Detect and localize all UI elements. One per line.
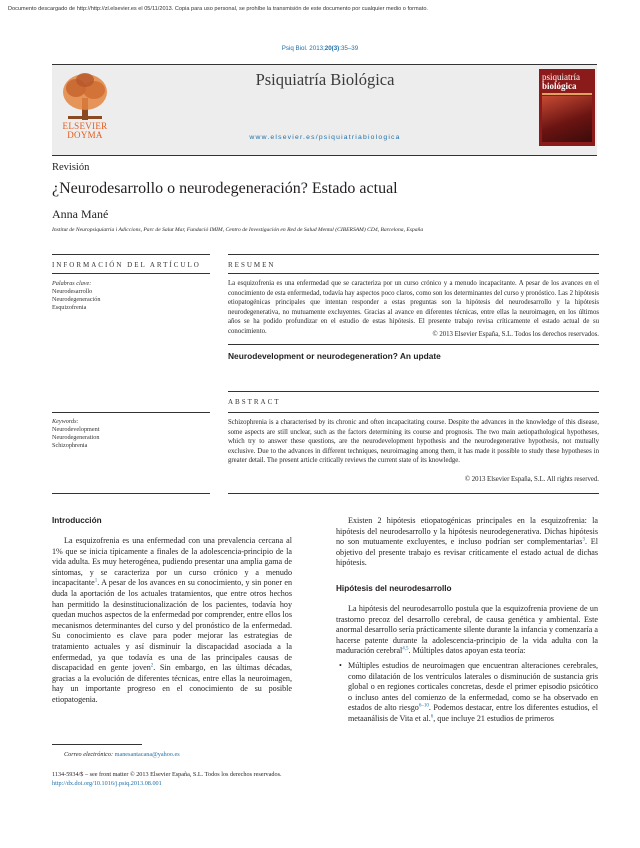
evidence-list (336, 661, 598, 725)
objective-paragraph (336, 516, 598, 569)
keyword: Neurodesarrollo (52, 288, 93, 295)
keywords-es (52, 280, 100, 312)
objective-text-b: . El objetivo del presente trabajo es revisar críticamente el estado actual de dichas hipótesis. (336, 537, 598, 568)
bullet-text-a: Múltiples estudios de neuroimagen que encuentran alteraciones cerebrales, como dilatación de los ventrículos laterales o disminución de sustancia gris global o en regiones corticales concretas, desde el primer episodio psicótico o incluso antes del comienzo de la enfermedad, como se ha observado en estados de alto riesgo (348, 660, 598, 713)
doi-link[interactable]: http://dx.doi.org/10.1016/j.psiq.2013.08.001 (52, 780, 162, 787)
divider (228, 493, 599, 494)
publisher-logo (52, 122, 118, 140)
keywords-label: Palabras clave: (52, 280, 92, 287)
cover-title-line2: biológica (542, 81, 577, 91)
author-name: Anna Mané (52, 207, 109, 221)
hypothesis-heading: Hipótesis del neurodesarrollo (336, 584, 452, 593)
hypothesis-text-a: La hipótesis del neurodesarrollo postula que la esquizofrenia proviene de un trastorno precoz del desarrollo cerebral, de causa genética y ambiental. Este anormal desarrollo sería prácticamente silente durante la infancia y comenzaría a hacerse patente durante la adolescencia-principio de la vida adulta con la maduración cerebral (336, 604, 599, 656)
divider (52, 254, 210, 255)
author-affiliation: Institut de Neuropsiquiatria i Adiccions, Parc de Salut Mar, Fundació IMIM, Centro de Investigación en Red de Salud Mental (CIBERSAM) CD4, Barcelona, España (52, 227, 424, 233)
citation-pages: :35–39 (339, 45, 359, 52)
publisher-name: ELSEVIER (62, 121, 108, 131)
article-title: ¿Neurodesarrollo o neurodegeneración? Estado actual (52, 180, 398, 197)
keywords-en (52, 418, 99, 450)
journal-url-link[interactable]: www.elsevier.es/psiquiatriabiologica (249, 134, 401, 141)
hypothesis-text-b: . Múltiples datos apoyan esta teoría: (408, 646, 526, 656)
keyword: Neurodegeneration (52, 434, 100, 441)
abstract-copyright: © 2013 Elsevier España, S.L. All rights reserved. (464, 476, 599, 483)
list-item (348, 661, 598, 725)
correspondence-footnote (64, 751, 180, 758)
reference-link[interactable]: 2 (150, 663, 154, 669)
reference-link[interactable]: 6–10 (418, 703, 429, 709)
email-label: Correo electrónico: (64, 751, 114, 758)
resumen-copyright: © 2013 Elsevier España, S.L. Todos los derechos reservados. (432, 331, 599, 338)
keyword: Esquizofrenia (52, 304, 87, 311)
intro-body (52, 536, 292, 706)
abstract-text: Schizophrenia is a characterised by its chronic and often incapacitating course. Despite the advances in the knowledge of this disease, some aspects are still unclear, such as the factors determining its course and prognosis. The two main aetiopathological hypotheses, which try to answer these questions, are the neurodevelopment hypothesis and the neurodegenerative hypothesis, not mutually exclusive. Due to the advances in different techniques, neuroimaging among them, it has made it possible to study these hypotheses in greater detail. The present article critically reviews the current state of its knowledge. (228, 419, 599, 465)
intro-text-c: . Sin embargo, en las últimas décadas, gracias a la evolución de diferentes técnicas, entre ellas la neuroimagen, hay un importante progreso en el conocimiento de su posible etiopatogenia. (52, 663, 292, 704)
reference-link[interactable]: 6 (430, 714, 434, 720)
intro-text-a: La esquizofrenia es una enfermedad con una prevalencia cercana al 1% que se inicia típicamente a finales de la adolescencia-principio de la vida adulta. Es muy heterogénea, pudiendo presentar una amplia gama de síntomas, y se caracteriza por un curso crónico y a menudo incapacitante (52, 536, 292, 588)
email-link[interactable]: manesantacana@yahoo.es (114, 751, 180, 758)
objective-text-a: Existen 2 hipótesis etiopatogénicas principales en la esquizofrenia: la hipótesis del neurodesarrollo y la hipótesis neurodegenerativa. Dichas hipótesis no son mutuamente excluyentes, e incluso podrían ser complementarias (336, 516, 598, 547)
resumen-heading: RESUMEN (228, 261, 276, 269)
divider (228, 273, 599, 274)
intro-paragraph (52, 536, 292, 706)
citation-link[interactable] (0, 45, 640, 52)
divider (228, 412, 599, 413)
keyword: Schizophrenia (52, 442, 88, 449)
bullet-text-c: , que incluye 21 estudios de primeros (433, 713, 554, 723)
download-notice: Documento descargado de http://http://zl.elsevier.es el 05/11/2013. Copia para uso personal, se prohíbe la transmisión de este documento por cualquier medio o formato. (8, 6, 428, 12)
right-body (336, 516, 598, 569)
cover-title-line1: psiquiatría (542, 72, 580, 82)
english-title: Neurodevelopment or neurodegeneration? An update (228, 351, 441, 361)
article-info-heading: INFORMACIÓN DEL ARTÍCULO (52, 261, 201, 269)
divider (52, 493, 210, 494)
divider (228, 254, 599, 255)
intro-text-b: . A pesar de los avances en su conocimiento, y sin poner en duda la aportación de los actuales tratamientos, que entre otros hechos han permitido la desinstitucionalización de los pacientes, todavía hoy quedan muchos aspectos de la enfermedad por comprender, entre ellos los mecanismos determinantes del curso y del pronóstico de la enfermedad. Su conocimiento es clave para poder mejorar las estrategias de tratamiento actuales y así disminuir la discapacidad asociada a la enfermedad, ya que todavía es una de las principales causas de discapacidad en gente joven (52, 578, 292, 673)
resumen-text: La esquizofrenia es una enfermedad que se caracteriza por un curso crónico y a menudo incapacitante. A pesar de los avances en el conocimiento de esta enfermedad, todavía hay aspectos poco claros, como son los determinantes del curso y pronóstico. Las 2 hipótesis etiopatogénicas principales que intentan responder a estas preguntas son la hipótesis del neurodesarrollo y la hipótesis neurodegenerativa, no mutuamente excluyentes. Gracias al avance en diferentes técnicas, entre ellas la neuroimagen, en los últimos años se ha podido profundizar en el estudio de estas hipótesis. El presente trabajo revisa críticamente el estado actual de su conocimiento. (228, 280, 599, 335)
footnote-divider (52, 744, 142, 745)
reference-link[interactable]: 4,5 (402, 646, 409, 652)
abstract-heading: ABSTRACT (228, 398, 281, 406)
section-label: Revisión (52, 162, 90, 173)
keyword: Neurodegeneración (52, 296, 101, 303)
reference-link[interactable]: 1 (94, 578, 98, 584)
issn-line: 1134-5934/$ – see front matter © 2013 Elsevier España, S.L. Todos los derechos reservados. (52, 771, 282, 778)
publisher-suffix: DOYMA (67, 130, 103, 140)
journal-name: Psiquiatría Biológica (255, 70, 395, 89)
intro-heading: Introducción (52, 516, 102, 525)
hypothesis-body (336, 604, 598, 725)
keyword: Neurodevelopment (52, 426, 100, 433)
divider (228, 344, 599, 345)
divider (52, 273, 210, 274)
citation-volume: 20(3) (324, 45, 340, 52)
reference-link[interactable]: 3 (582, 537, 585, 543)
cover-image (542, 96, 592, 142)
citation-prefix: Psiq Biol. 2013; (281, 45, 325, 52)
hypothesis-paragraph (336, 604, 598, 657)
keywords-label: Keywords: (52, 418, 79, 425)
bullet-text-b: . Podemos destacar, entre los diferentes estudios, el metaanálisis de Vita et al. (348, 703, 598, 723)
journal-cover (539, 69, 595, 146)
divider (228, 391, 599, 392)
cover-stripe (542, 93, 592, 95)
divider (52, 412, 210, 413)
